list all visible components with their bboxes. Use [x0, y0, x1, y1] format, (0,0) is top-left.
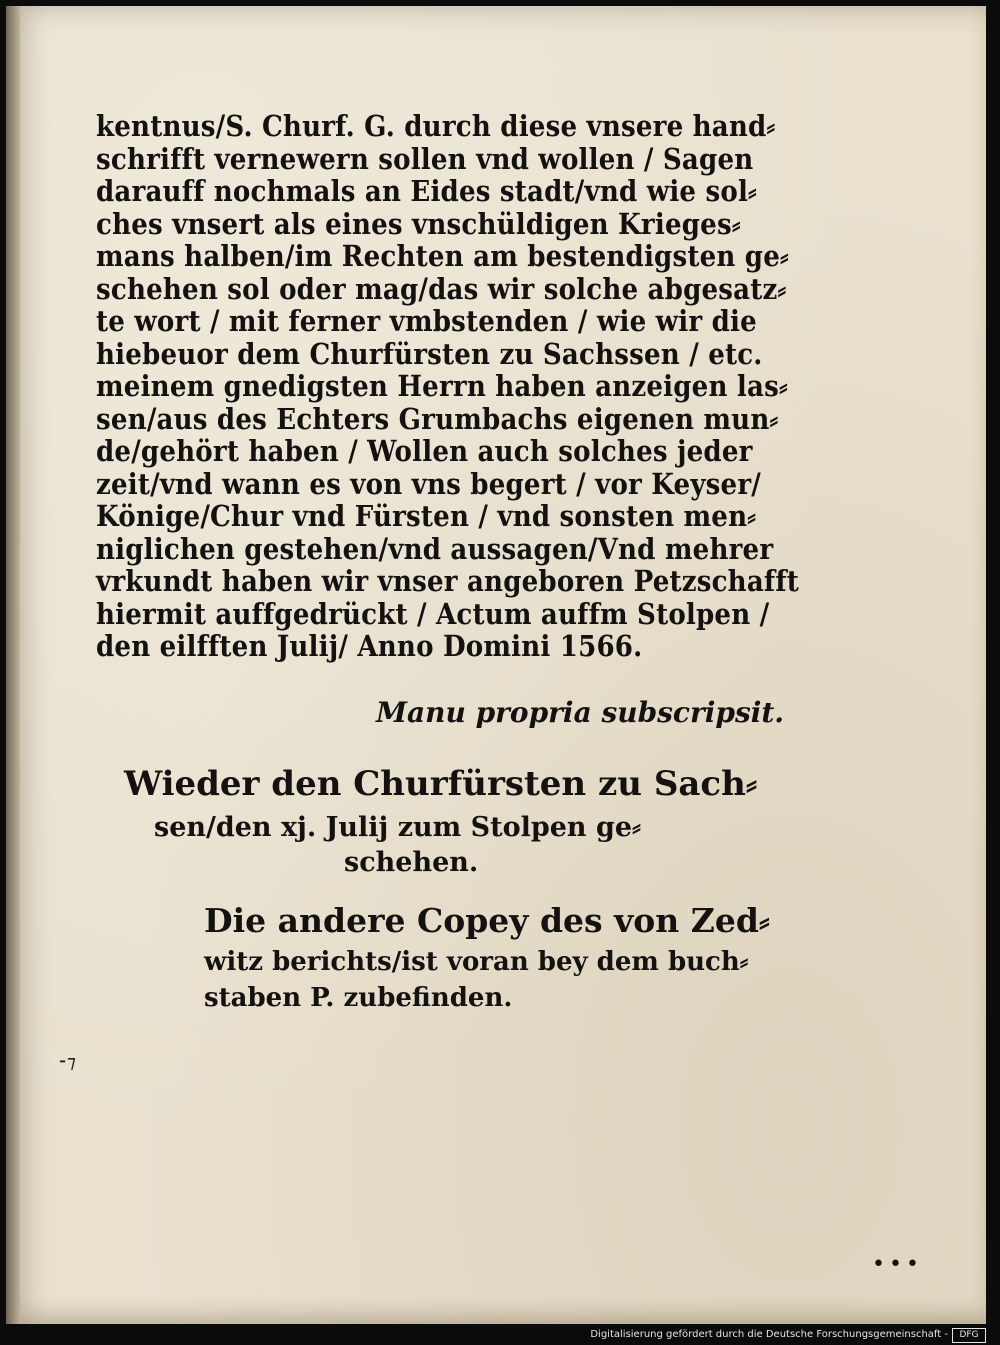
text-line: de/gehört haben / Wollen auch solches jeder	[96, 434, 753, 468]
text-line: vrkundt haben wir vnser angeboren Petzschafft	[96, 564, 799, 598]
heading-1-line-3: schehen.	[344, 847, 479, 878]
section-heading-1	[124, 764, 758, 878]
text-line: meinem gnedigsten Herrn haben anzeigen las⸗	[96, 369, 788, 403]
text-line: hiebeuor dem Churfürsten zu Sachssen / etc.	[96, 336, 763, 371]
heading-2-line-2: witz berichts/ist voran bey dem buch⸗	[204, 947, 749, 977]
text-line: darauff nochmals an Eides stadt/vnd wie sol⸗	[96, 174, 757, 208]
text-line: Könige/Chur vnd Fürsten / vnd sonsten men⸗	[96, 499, 757, 533]
text-line: te wort / mit ferner vmbstenden / wie wir die	[96, 304, 757, 338]
heading-2-line-3: staben P. zubefinden.	[204, 983, 513, 1013]
page-gutter	[6, 6, 20, 1324]
body-text	[96, 109, 799, 663]
margin-mark: ⁃⁊	[58, 1052, 76, 1073]
signature-line: Manu propria subscripsit.	[376, 696, 785, 729]
footer-credit: Digitalisierung gefördert durch die Deutsche Forschungsgemeinschaft -	[590, 1329, 948, 1340]
heading-1-line-2: sen/den xj. Julij zum Stolpen ge⸗	[154, 812, 642, 843]
text-line: zeit/vnd wann es von vns begert / vor Keyser/	[96, 466, 761, 501]
text-line: ches vnsert als eines vnschüldigen Krieges⸗	[96, 206, 741, 241]
text-line: den eilfften Julij/ Anno Domini 1566.	[96, 629, 643, 663]
bottom-ornament: •••	[872, 1252, 923, 1277]
heading-2-line-1: Die andere Copey des von Zed⸗	[204, 901, 770, 940]
text-line: schrifft vernewern sollen vnd wollen / Sagen	[96, 141, 754, 176]
text-line: niglichen gestehen/vnd aussagen/Vnd mehrer	[96, 531, 774, 566]
book-page	[6, 6, 986, 1324]
text-line: hiermit auffgedrückt / Actum auffm Stolpen /	[96, 596, 770, 631]
heading-1-line-1: Wieder den Churfürsten zu Sach⸗	[124, 764, 758, 804]
text-line: mans halben/im Rechten am bestendigsten ge⸗	[96, 239, 789, 273]
text-line: schehen sol oder mag/das wir solche abgesatz⸗	[96, 271, 787, 306]
dfg-logo: DFG	[952, 1328, 986, 1343]
section-heading-2	[204, 901, 804, 1013]
text-line: sen/aus des Echters Grumbachs eigenen mun⸗	[96, 401, 779, 436]
text-line: kentnus/S. Churf. G. durch diese vnsere hand⸗	[96, 109, 776, 143]
